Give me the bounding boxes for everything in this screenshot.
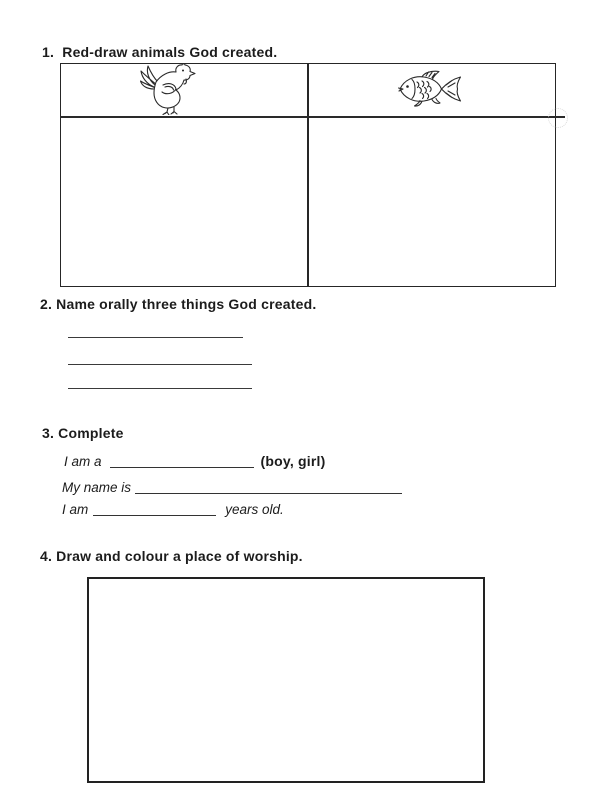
q4-heading: 4. Draw and colour a place of worship. [40, 548, 303, 564]
q3-heading: 3. Complete [42, 425, 124, 441]
fish-image [396, 70, 466, 108]
q1-animals-table [60, 63, 556, 287]
fill-row-pre-text: I am a [64, 454, 102, 469]
fill-row-post-text: years old. [225, 502, 284, 517]
q1-heading: 1. Red-draw animals God created. [42, 44, 278, 60]
fill-row-pre-text: I am [62, 502, 89, 517]
stray-circle-mark [548, 108, 568, 128]
fill-blank-line [110, 455, 254, 468]
q3-row-name [62, 479, 402, 495]
table-row-divider [60, 116, 565, 118]
q3-row-boy-girl [64, 453, 325, 469]
q3-row-age [62, 501, 284, 517]
q2-heading: 2. Name orally three things God created. [40, 296, 317, 312]
drawing-box [87, 577, 485, 783]
fill-row-post-text: (boy, girl) [260, 453, 326, 469]
fill-blank-line [93, 503, 216, 516]
answer-line [68, 388, 252, 389]
table-column-divider [307, 64, 309, 286]
fill-blank-line [135, 481, 402, 494]
fill-row-pre-text: My name is [62, 480, 132, 495]
answer-line [68, 364, 252, 365]
answer-line [68, 337, 243, 338]
hen-image [140, 63, 198, 115]
